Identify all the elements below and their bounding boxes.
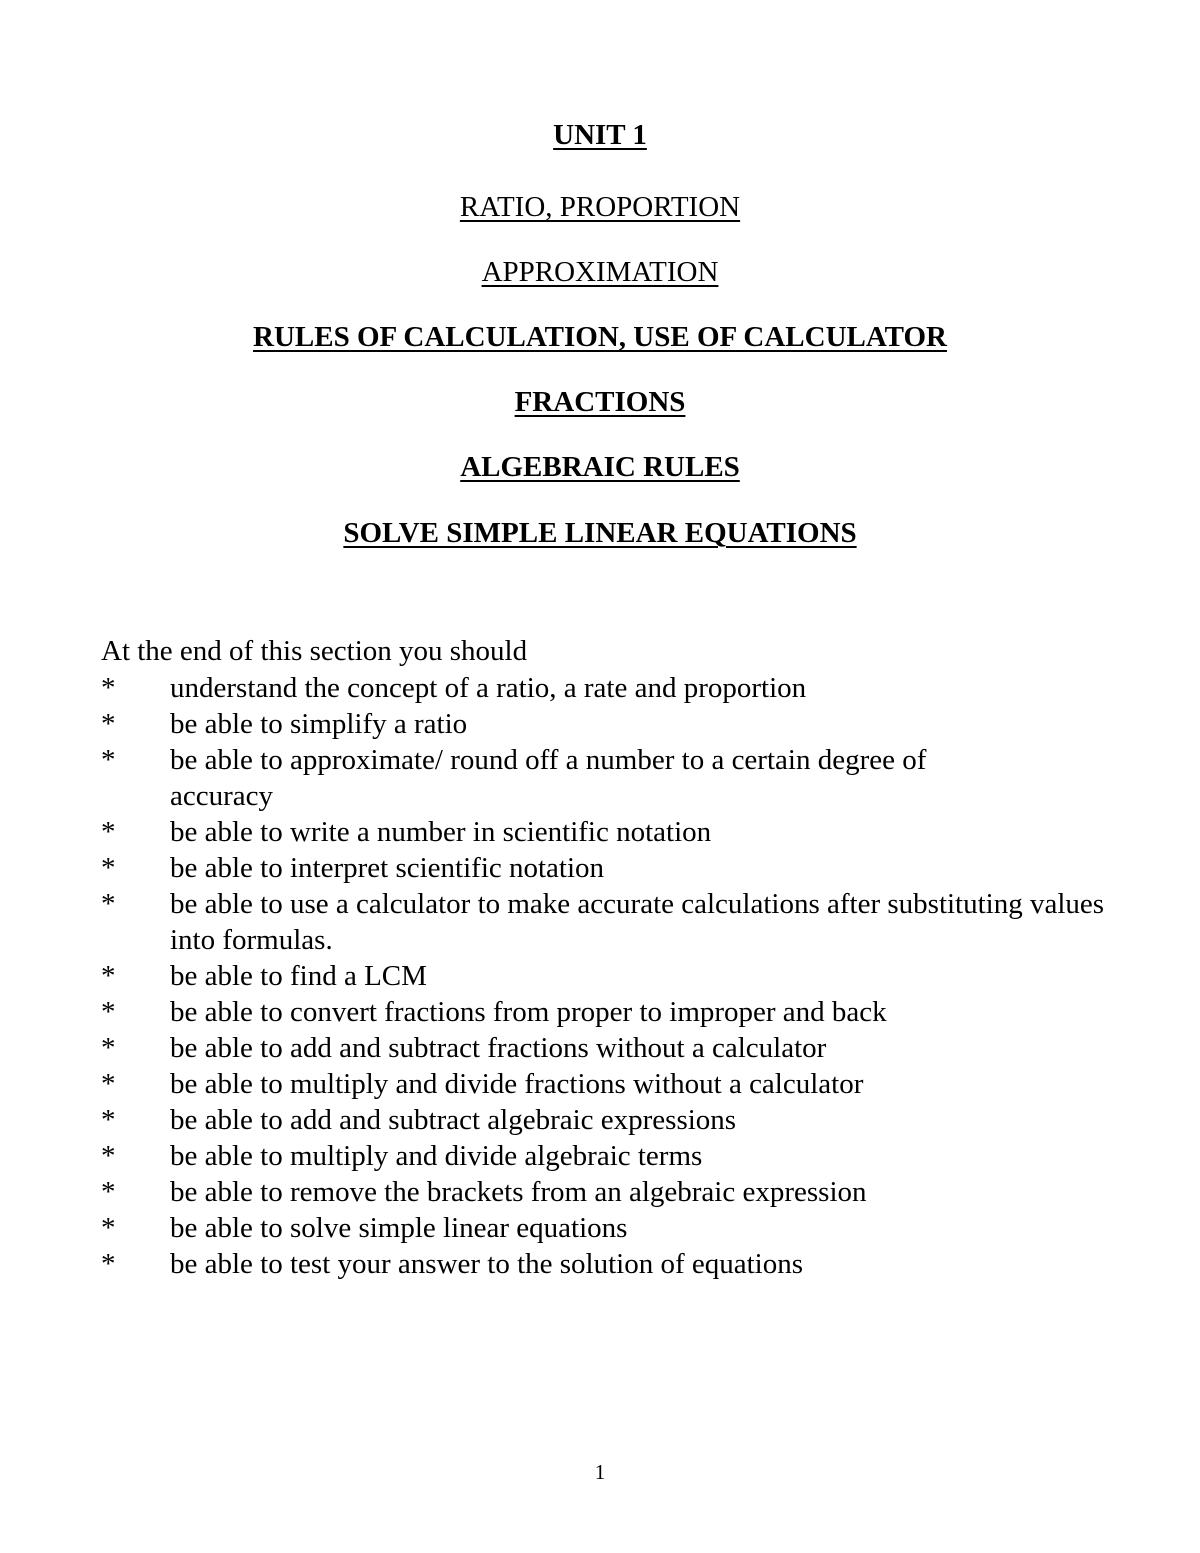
- bullet-asterisk: *: [101, 816, 116, 848]
- bullet-asterisk: *: [101, 1212, 116, 1244]
- objective-item: [101, 1102, 1111, 1138]
- objective-text: be able to use a calculator to make accurate calculations after substituting values into formulas.: [170, 888, 1105, 956]
- objective-text: be able to interpret scientific notation: [170, 852, 605, 884]
- heading-approximation: APPROXIMATION: [481, 256, 719, 288]
- objective-item: [101, 1066, 1111, 1102]
- objectives-list: [101, 670, 1111, 1282]
- heading-algebraic-rules: ALGEBRAIC RULES: [460, 451, 740, 483]
- objective-text: be able to add and subtract algebraic expressions: [170, 1104, 737, 1136]
- objective-item: [101, 850, 1111, 886]
- objective-text: be able to remove the brackets from an algebraic expression: [170, 1176, 867, 1208]
- bullet-asterisk: *: [101, 1176, 116, 1208]
- heading-fractions: FRACTIONS: [514, 386, 686, 418]
- objective-item: [101, 1210, 1111, 1246]
- bullet-asterisk: *: [101, 1068, 116, 1100]
- objective-text: be able to find a LCM: [170, 960, 427, 992]
- objective-item: [101, 670, 1111, 706]
- bullet-asterisk: *: [101, 1248, 116, 1280]
- bullet-asterisk: *: [101, 960, 116, 992]
- objective-item: [101, 814, 1111, 850]
- objective-text: be able to add and subtract fractions without a calculator: [170, 1032, 827, 1064]
- objective-text: be able to solve simple linear equations: [170, 1212, 628, 1244]
- objective-item: [101, 1138, 1111, 1174]
- bullet-asterisk: *: [101, 1104, 116, 1136]
- bullet-asterisk: *: [101, 996, 116, 1028]
- objective-item: [101, 886, 1111, 958]
- objective-text: be able to write a number in scientific notation: [170, 816, 712, 848]
- page-number: 1: [594, 1460, 606, 1484]
- objective-item: [101, 706, 1111, 742]
- objective-item: [101, 1246, 1111, 1282]
- heading-ratio-proportion: RATIO, PROPORTION: [459, 191, 741, 223]
- unit-title: UNIT 1: [553, 119, 647, 151]
- heading-rules-of-calculation: RULES OF CALCULATION, USE OF CALCULATOR: [253, 321, 947, 353]
- objective-item: [101, 1030, 1111, 1066]
- bullet-asterisk: *: [101, 708, 116, 740]
- bullet-asterisk: *: [101, 1032, 116, 1064]
- objective-text: be able to approximate/ round off a number to a certain degree of accuracy: [170, 744, 927, 812]
- objective-item: [101, 958, 1111, 994]
- objective-text: be able to test your answer to the solution of equations: [170, 1248, 804, 1280]
- objective-text: be able to convert fractions from proper to improper and back: [170, 996, 887, 1028]
- objective-text: understand the concept of a ratio, a rate and proportion: [170, 672, 807, 704]
- objective-item: [101, 1174, 1111, 1210]
- bullet-asterisk: *: [101, 888, 116, 920]
- objective-item: [101, 994, 1111, 1030]
- bullet-asterisk: *: [101, 852, 116, 884]
- bullet-asterisk: *: [101, 1140, 116, 1172]
- objective-item: [101, 742, 1111, 814]
- intro-text: At the end of this section you should: [101, 635, 528, 667]
- bullet-asterisk: *: [101, 744, 116, 776]
- heading-linear-equations: SOLVE SIMPLE LINEAR EQUATIONS: [343, 517, 857, 549]
- objective-text: be able to multiply and divide fractions without a calculator: [170, 1068, 864, 1100]
- objective-text: be able to multiply and divide algebraic terms: [170, 1140, 703, 1172]
- objective-text: be able to simplify a ratio: [170, 708, 468, 740]
- bullet-asterisk: *: [101, 672, 116, 704]
